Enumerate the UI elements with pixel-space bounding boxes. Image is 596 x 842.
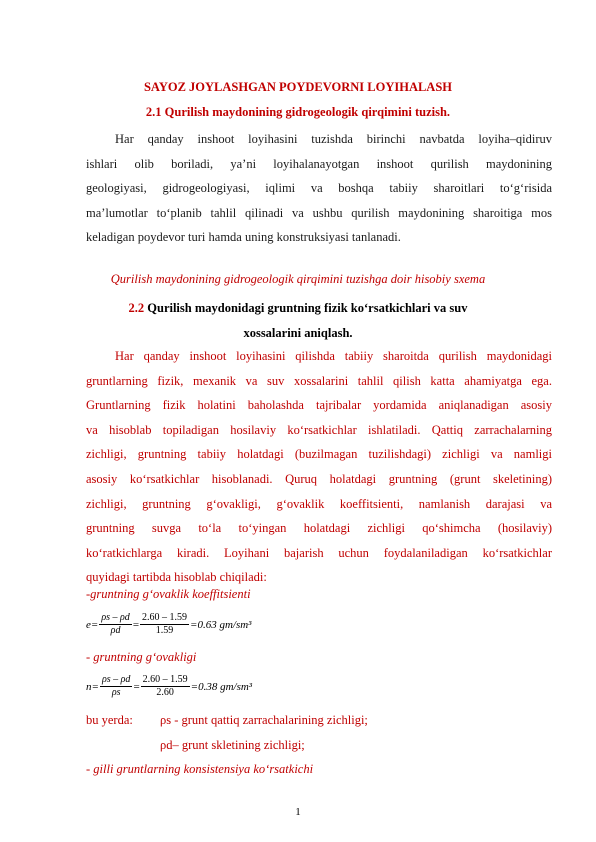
paragraph-line: Gruntlarning fizik holatini baholashda tajribalar yordamida aniqlanadigan asosiy xyxy=(86,398,552,413)
formula-porosity-coefficient: e= $\frac{\rho s - \rho d}{\rho d}$ = $\frac{2.60 - 1.59}{1.59}$ =0.63 gm/sm³ xyxy=(86,612,252,636)
section-number: 2.2 xyxy=(128,301,145,315)
paragraph-line: ishlari olib boriladi, ya’ni loyihalanayotgan inshoot qurilish maydonining xyxy=(86,156,552,171)
paragraph-line: geologiyasi, gidrogeologiyasi, iqlimi va boshqa tabiiy sharoitlari to‘g‘risida xyxy=(86,181,552,196)
main-title: SAYOZ JOYLASHGAN POYDEVORNI LOYIHALASH xyxy=(143,80,453,94)
where-definition-rho-d: ρd– grunt skletining zichligi; xyxy=(160,738,305,752)
formula-numerator: ρs – ρd xyxy=(101,612,130,623)
formula-denominator: ρd xyxy=(110,625,121,636)
paragraph-line: zichligi, gruntning g‘ovakligi, g‘ovaklik koeffitsienti, namlanish darajasi va xyxy=(86,496,552,511)
formula-result: =0.63 gm/sm³ xyxy=(190,618,252,631)
formula-fraction-symbolic xyxy=(99,612,132,637)
paragraph-line: ma’lumotlar to‘planib tahlil qilinadi va ushbu qurilish maydonining sharoitiga mos xyxy=(86,205,552,220)
formula-denominator: ρs xyxy=(111,687,121,698)
paragraph-line: Har qanday inshoot loyihasini tuzishda birinchi navbatda loyiha–qidiruv xyxy=(115,132,552,146)
page-number: 1 xyxy=(295,806,301,818)
paragraph-intro xyxy=(86,127,552,250)
section-title: Qurilish maydonidagi gruntning fizik ko‘rsatkichlari va suv xyxy=(147,301,468,315)
formula-numerator: 2.60 – 1.59 xyxy=(142,674,188,685)
formula-fraction-numeric xyxy=(141,674,190,699)
paragraph-line: keladigan poydevor turi hamda uning konstruksiyasi tanlanadi. xyxy=(86,230,401,245)
paragraph-line: ko‘ratkichlarga kiradi. Loyihani bajarish uchun foydalaniladigan ko‘rsatkichlar xyxy=(86,545,552,560)
section-2-2-heading xyxy=(0,296,596,345)
label-porosity-coefficient: -gruntning g‘ovaklik koeffitsienti xyxy=(86,587,251,601)
formula-fraction-numeric xyxy=(140,612,189,637)
label-consistency-index: - gilli gruntlarning konsistensiya ko‘rsatkichi xyxy=(86,762,314,776)
where-label: bu yerda: xyxy=(86,713,133,727)
paragraph-line: zichligi, gruntning tabiiy holatdagi (buzilmagan tuzilishdagi) zichligi va namligi xyxy=(86,447,552,462)
formula-lhs: e= xyxy=(86,618,99,631)
paragraph-line: quyidagi tartibda hisoblab chiqiladi: xyxy=(86,570,267,585)
section-2-1-heading: 2.1 Qurilish maydonining gidrogeologik qirqimini tuzish. xyxy=(145,105,451,119)
paragraph-line: Har qanday inshoot loyihasini qilishda tabiiy sharoitda qurilish maydonidagi xyxy=(115,349,552,363)
paragraph-physical-properties xyxy=(86,344,552,590)
where-definition-rho-s: ρs - grunt qattiq zarrachalarining zichligi; xyxy=(160,713,368,727)
section-title-line2: xossalarini aniqlash. xyxy=(243,325,353,340)
paragraph-line: gruntlarning fizik, mexanik va suv xossalarini tahlil qilish katta ahamiyatga ega. xyxy=(86,373,552,388)
paragraph-line: asosiy ko‘rsatkichlar hisoblanadi. Quruq holatdagi gruntning (grunt skeletining) xyxy=(86,471,552,486)
formula-result: =0.38 gm/sm³ xyxy=(190,680,253,693)
formula-numerator: ρs – ρd xyxy=(101,674,131,685)
paragraph-line: va hisoblab topiladigan hosilaviy ko‘rsatkichlar ishlatiladi. Qattiq zarrachalarning xyxy=(86,422,552,437)
formula-porosity: n= $\frac{\rho s - \rho d}{\rho s}$ = $\frac{2.60 - 1.59}{2.60}$ =0.38 gm/sm³ xyxy=(86,674,253,698)
formula-numerator: 2.60 – 1.59 xyxy=(142,612,188,623)
formula-lhs: n= xyxy=(86,680,99,693)
paragraph-line: gruntning suvga to‘la to‘yingan holatdagi zichligi qo‘shimcha (hosilaviy) xyxy=(86,521,552,536)
label-porosity: - gruntning g‘ovakligi xyxy=(86,650,197,664)
scheme-caption: Qurilish maydonining gidrogeologik qirqimini tuzishga doir hisobiy sxema xyxy=(110,272,486,286)
formula-fraction-symbolic xyxy=(100,674,133,699)
formula-denominator: 2.60 xyxy=(156,687,174,698)
formula-denominator: 1.59 xyxy=(155,625,174,636)
